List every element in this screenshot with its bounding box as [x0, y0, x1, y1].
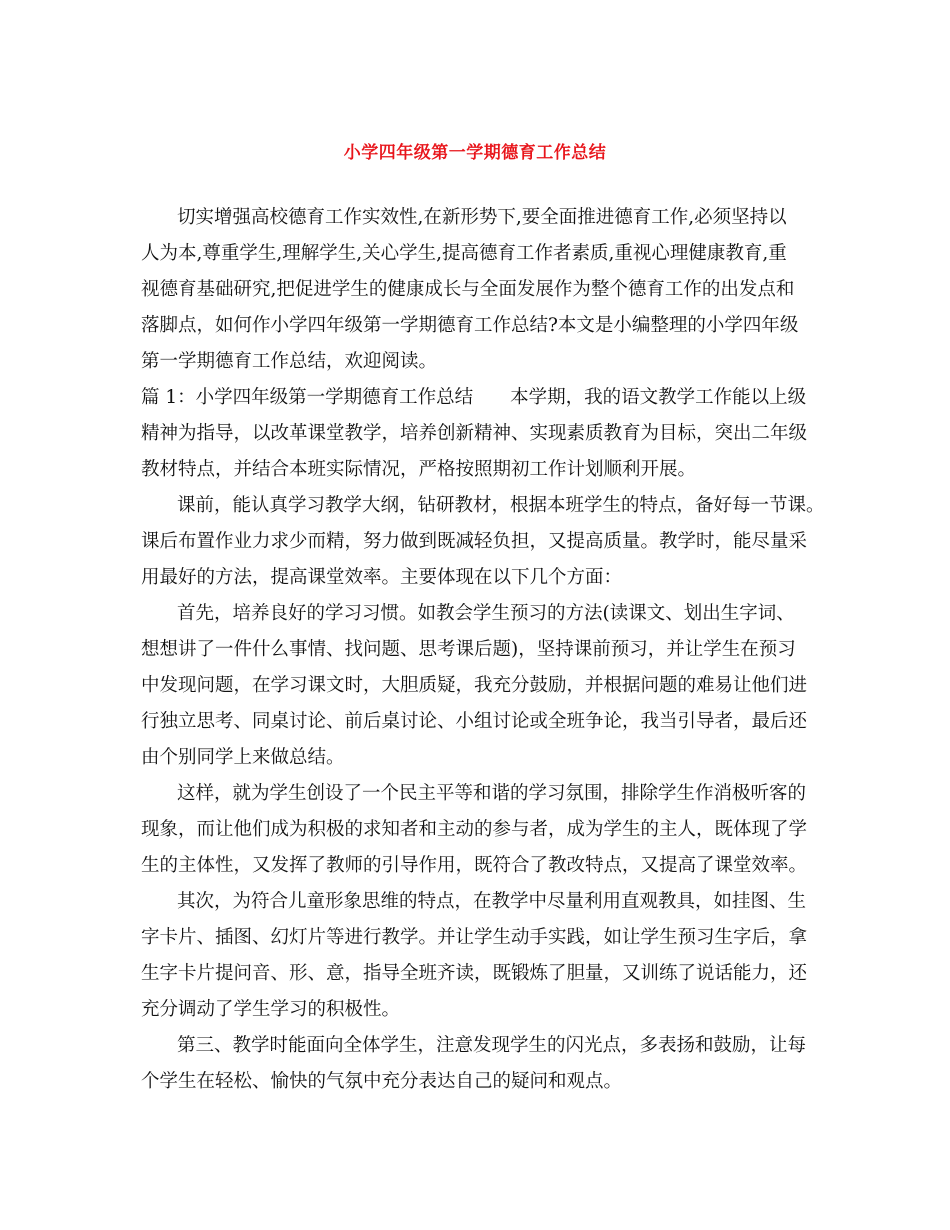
text-line: 首先，培养良好的学习习惯。如教会学生预习的方法(读课文、划出生字词、: [177, 603, 795, 624]
text-line: 落脚点，如何作小学四年级第一学期德育工作总结?本文是小编整理的小学四年级: [141, 315, 799, 336]
text-line: 视德育基础研究,把促进学生的健康成长与全面发展作为整个德育工作的出发点和: [141, 279, 795, 300]
text-line: 篇 1：小学四年级第一学期德育工作总结 本学期，我的语文教学工作能以上级: [141, 387, 807, 408]
text-line: 用最好的方法，提高课堂效率。主要体现在以下几个方面：: [141, 567, 623, 588]
document-title: 小学四年级第一学期德育工作总结: [343, 143, 607, 163]
text-line: 人为本,尊重学生,理解学生,关心学生,提高德育工作者素质,重视心理健康教育,重: [141, 243, 787, 264]
text-line: 课后布置作业力求少而精，努力做到既减轻负担，又提高质量。教学时，能尽量采: [141, 531, 808, 552]
text-line: 生的主体性，又发挥了教师的引导作用，既符合了教改特点，又提高了课堂效率。: [141, 855, 808, 876]
text-line: 行独立思考、同桌讨论、前后桌讨论、小组讨论或全班争论，我当引导者，最后还: [141, 711, 808, 732]
text-line: 第一学期德育工作总结，欢迎阅读。: [141, 351, 438, 372]
text-line: 中发现问题，在学习课文时，大胆质疑，我充分鼓励，并根据问题的难易让他们进: [141, 675, 808, 696]
text-line: 这样，就为学生创设了一个民主平等和谐的学习氛围，排除学生作消极听客的: [177, 783, 807, 804]
text-line: 充分调动了学生学习的积极性。: [141, 999, 401, 1020]
text-line: 其次，为符合儿童形象思维的特点，在教学中尽量利用直观教具，如挂图、生: [177, 891, 807, 912]
text-line: 切实增强高校德育工作实效性,在新形势下,要全面推进德育工作,必须坚持以: [177, 207, 787, 228]
text-line: 个学生在轻松、愉快的气氛中充分表达自己的疑问和观点。: [141, 1071, 623, 1092]
text-line: 教材特点，并结合本班实际情况，严格按照期初工作计划顺利开展。: [141, 459, 697, 480]
text-line: 生字卡片提问音、形、意，指导全班齐读，既锻炼了胆量，又训练了说话能力，还: [141, 963, 808, 984]
text-line: 精神为指导，以改革课堂教学，培养创新精神、实现素质教育为目标，突出二年级: [141, 423, 808, 444]
text-line: 字卡片、插图、幻灯片等进行教学。并让学生动手实践，如让学生预习生字后，拿: [141, 927, 808, 948]
text-line: 课前，能认真学习教学大纲，钻研教材，根据本班学生的特点，备好每一节课。: [177, 495, 825, 516]
text-line: 由个别同学上来做总结。: [141, 747, 345, 768]
text-line: 现象，而让他们成为积极的求知者和主动的参与者，成为学生的主人，既体现了学: [141, 819, 808, 840]
text-line: 想想讲了一件什么事情、找问题、思考课后题)，坚持课前预习，并让学生在预习: [141, 639, 796, 660]
text-line: 第三、教学时能面向全体学生，注意发现学生的闪光点，多表扬和鼓励，让每: [177, 1035, 807, 1056]
